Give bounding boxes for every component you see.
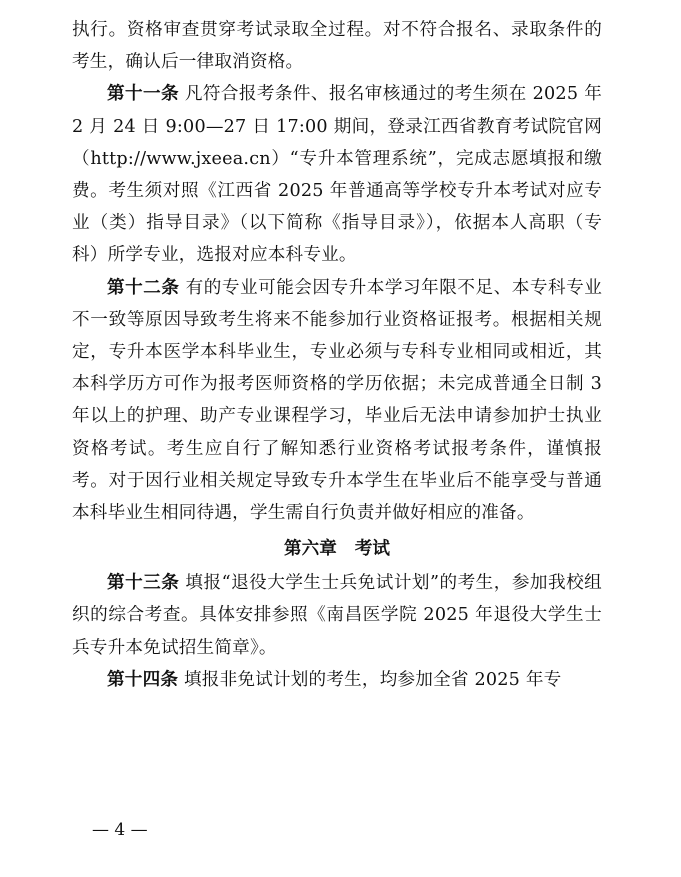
document-page [72, 14, 602, 696]
chapter-title: 考试 [354, 539, 390, 560]
article-11 [72, 78, 602, 271]
paragraph-text: 执行。资格审查贯穿考试录取全过程。对不符合报名、录取条件的考生，确认后一律取消资格。 [72, 20, 602, 73]
chapter-number: 第六章 [284, 539, 337, 560]
article-label: 第十三条 [107, 573, 180, 594]
article-label: 第十四条 [107, 669, 179, 690]
article-text: 凡符合报考条件、报名审核通过的考生须在 2025 年 2 月 24 日 9:00—27 日 17:00 期间，登录江西省教育考试院官网（http://www.jxeea.cn）“专升本管理系统”，完成志愿填报和缴费。考生须对照《江西省 2025 年普通高等学校专升本考试对应专业（类）指导目录》（以下简称《指导目录》），依据本人高职（专科）所学专业，选报对应本科专业。 [72, 84, 602, 266]
paragraph-continuation [72, 14, 602, 78]
article-14 [72, 664, 602, 696]
article-text: 填报“退役大学生士兵免试计划”的考生，参加我校组织的综合考查。具体安排参照《南昌医学院 2025 年退役大学生士兵专升本免试招生简章》。 [72, 573, 602, 658]
page-number: — 4 — [92, 820, 148, 840]
article-label: 第十二条 [107, 277, 180, 298]
article-text: 填报非免试计划的考生，均参加全省 2025 年专 [178, 669, 562, 690]
article-13 [72, 567, 602, 664]
article-text: 有的专业可能会因专升本学习年限不足、本专科专业不一致等原因导致考生将来不能参加行业资格证报考。根据相关规定，专升本医学本科毕业生，专业必须与专科专业相同或相近，其本科学历方可作为报考医师资格的学历依据；未完成普通全日制 3 年以上的护理、助产专业课程学习，毕业后无法申请参加护士执业资格考试。考生应自行了解知悉行业资格考试报考条件，谨慎报考。对于因行业相关规定导致专升本学生在毕业后不能享受与普通本科毕业生相同待遇，学生需自行负责并做好相应的准备。 [72, 277, 602, 524]
chapter-heading [72, 533, 602, 565]
article-12 [72, 272, 602, 530]
article-label: 第十一条 [107, 84, 179, 105]
